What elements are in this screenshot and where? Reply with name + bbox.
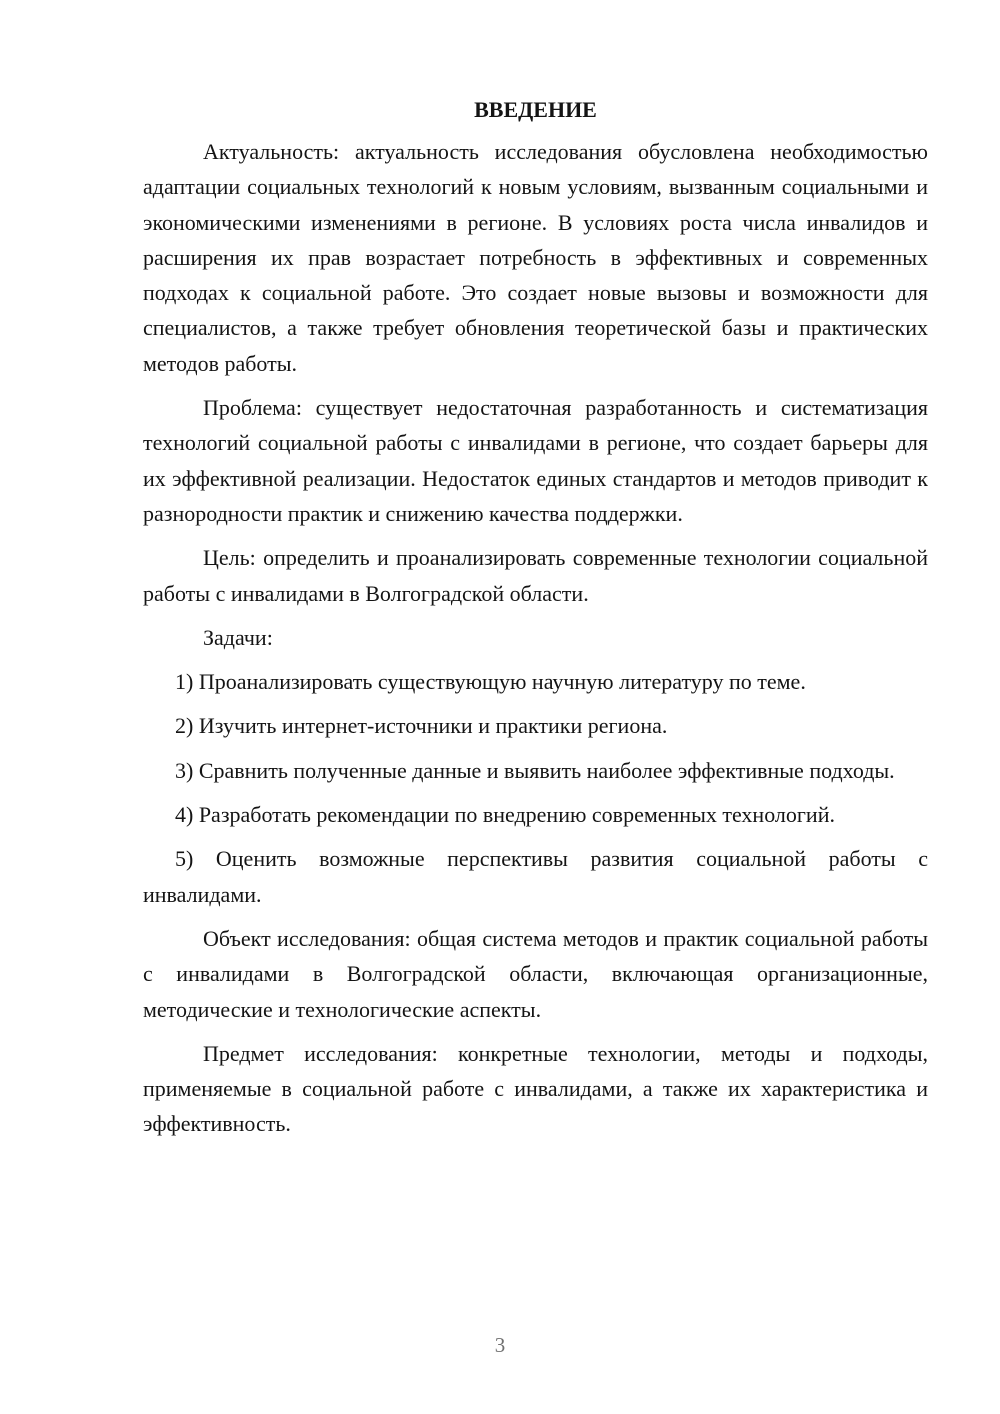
paragraph-object: Объект исследования: общая система методов и практик социальной работы с инвалидами в Волгоградской области, включающая организационные, методические и технологические аспекты. — [143, 925, 928, 1022]
paragraph-goal: Цель: определить и проанализировать современные технологии социальной работы с инвалидами в Волгоградской области. — [143, 545, 928, 606]
task-item: 5) Оценить возможные перспективы развития социальной работы с инвалидами. — [143, 846, 928, 907]
task-item: 4) Разработать рекомендации по внедрению современных технологий. — [175, 802, 835, 828]
section-title: ВВЕДЕНИЕ — [474, 97, 597, 122]
document-page — [143, 92, 928, 1151]
task-item: 3) Сравнить полученные данные и выявить наиболее эффективные подходы. — [175, 757, 895, 783]
task-item: 1) Проанализировать существующую научную литературу по теме. — [175, 669, 806, 695]
page-number: 3 — [494, 1333, 506, 1357]
paragraph-subject: Предмет исследования: конкретные технологии, методы и подходы, применяемые в социальной работе с инвалидами, а также их характеристика и эффективность. — [143, 1040, 928, 1137]
paragraph-problem: Проблема: существует недостаточная разработанность и систематизация технологий социальной работы с инвалидами в регионе, что создает барьеры для их эффективной реализации. Недостаток единых стандартов и методов приводит к разнородности практик и снижению качества поддержки. — [143, 395, 928, 526]
tasks-heading: Задачи: — [203, 624, 273, 650]
paragraph-relevance: Актуальность: актуальность исследования обусловлена необходимостью адаптации социальных технологий к новым условиям, вызванным социальными и экономическими изменениями в регионе. В условиях роста числа инвалидов и расширения их прав возрастает потребность в эффективных и современных подходах к социальной работе. Это создает новые вызовы и возможности для специалистов, а также требует обновления теоретической базы и практических методов работы. — [143, 139, 928, 376]
task-item: 2) Изучить интернет-источники и практики региона. — [175, 713, 668, 739]
